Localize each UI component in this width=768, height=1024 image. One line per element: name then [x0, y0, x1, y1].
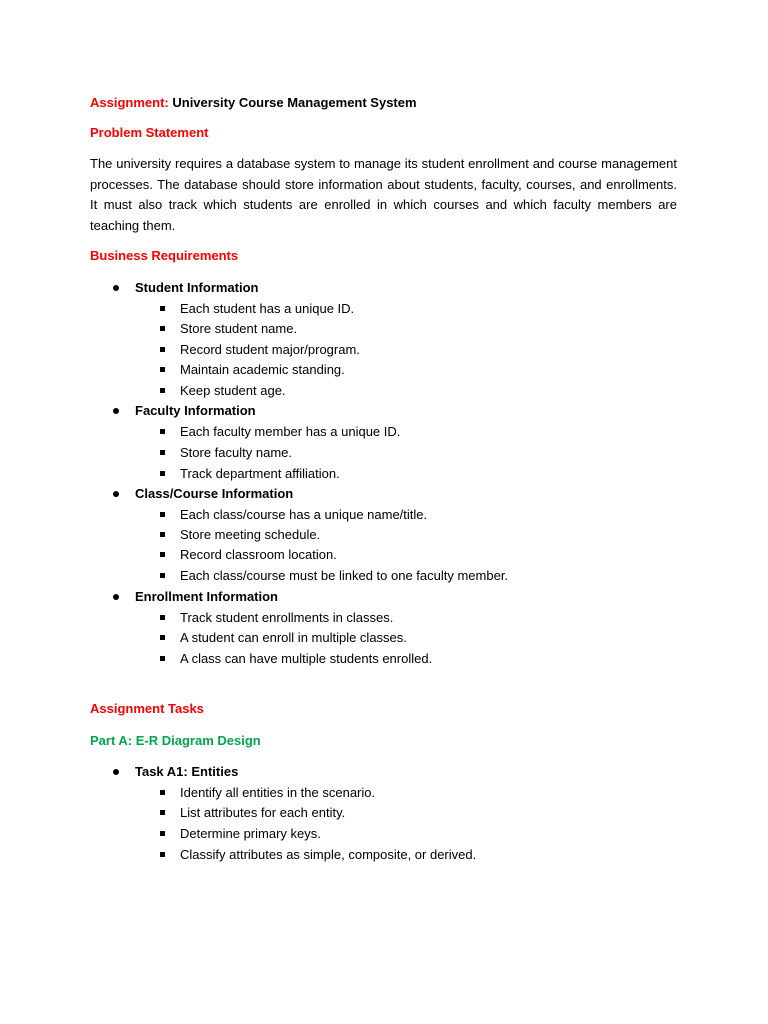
square-bullet-icon [160, 306, 165, 311]
assignment-title [90, 94, 417, 111]
square-bullet-icon [160, 388, 165, 393]
list-item-text: Each faculty member has a unique ID. [180, 424, 401, 439]
list-item-text: Track student enrollments in classes. [180, 610, 394, 625]
list-item-text: Track department affiliation. [180, 466, 340, 481]
list-item-text: Each class/course has a unique name/title. [180, 507, 428, 522]
square-bullet-icon [160, 471, 165, 476]
square-bullet-icon [160, 552, 165, 557]
list-item-text: A class can have multiple students enrolled. [180, 651, 433, 666]
requirement-group-title: Enrollment Information [135, 589, 278, 604]
bullet-icon [113, 491, 119, 497]
bullet-icon [113, 285, 119, 291]
list-item-text: Classify attributes as simple, composite, or derived. [180, 847, 477, 862]
list-item-text: Store student name. [180, 321, 298, 336]
square-bullet-icon [160, 512, 165, 517]
square-bullet-icon [160, 347, 165, 352]
list-item-text: Identify all entities in the scenario. [180, 785, 376, 800]
problem-statement-body: The university requires a database system to manage its student enrollment and course management processes. The database should store information about students, faculty, courses, and enrollments. It must also track which students are enrolled in which courses and which faculty members are teaching them. [90, 156, 677, 233]
list-item-text: List attributes for each entity. [180, 805, 346, 820]
assignment-name: University Course Management System [172, 95, 417, 110]
square-bullet-icon [160, 656, 165, 661]
square-bullet-icon [160, 615, 165, 620]
business-requirements-heading: Business Requirements [90, 248, 239, 263]
requirement-group-title: Student Information [135, 280, 259, 295]
list-item-text: Store meeting schedule. [180, 527, 321, 542]
square-bullet-icon [160, 635, 165, 640]
list-item-text: A student can enroll in multiple classes. [180, 630, 407, 645]
square-bullet-icon [160, 367, 165, 372]
square-bullet-icon [160, 450, 165, 455]
list-item-text: Determine primary keys. [180, 826, 321, 841]
list-item-text: Each class/course must be linked to one faculty member. [180, 568, 509, 583]
list-item-text: Store faculty name. [180, 445, 292, 460]
square-bullet-icon [160, 326, 165, 331]
list-item-text: Keep student age. [180, 383, 286, 398]
square-bullet-icon [160, 790, 165, 795]
bullet-icon [113, 408, 119, 414]
assignment-tasks-heading: Assignment Tasks [90, 701, 204, 716]
list-item-text: Each student has a unique ID. [180, 301, 355, 316]
bullet-icon [113, 594, 119, 600]
task-title: Task A1: Entities [135, 764, 239, 779]
list-item-text: Record student major/program. [180, 342, 360, 357]
problem-statement-heading: Problem Statement [90, 125, 209, 140]
requirement-group-title: Faculty Information [135, 403, 256, 418]
square-bullet-icon [160, 429, 165, 434]
list-item-text: Record classroom location. [180, 547, 337, 562]
assignment-label: Assignment: [90, 95, 169, 110]
part-a-heading: Part A: E-R Diagram Design [90, 733, 261, 748]
requirement-group-title: Class/Course Information [135, 486, 294, 501]
square-bullet-icon [160, 573, 165, 578]
square-bullet-icon [160, 810, 165, 815]
bullet-icon [113, 769, 119, 775]
square-bullet-icon [160, 852, 165, 857]
square-bullet-icon [160, 532, 165, 537]
square-bullet-icon [160, 831, 165, 836]
list-item-text: Maintain academic standing. [180, 362, 345, 377]
